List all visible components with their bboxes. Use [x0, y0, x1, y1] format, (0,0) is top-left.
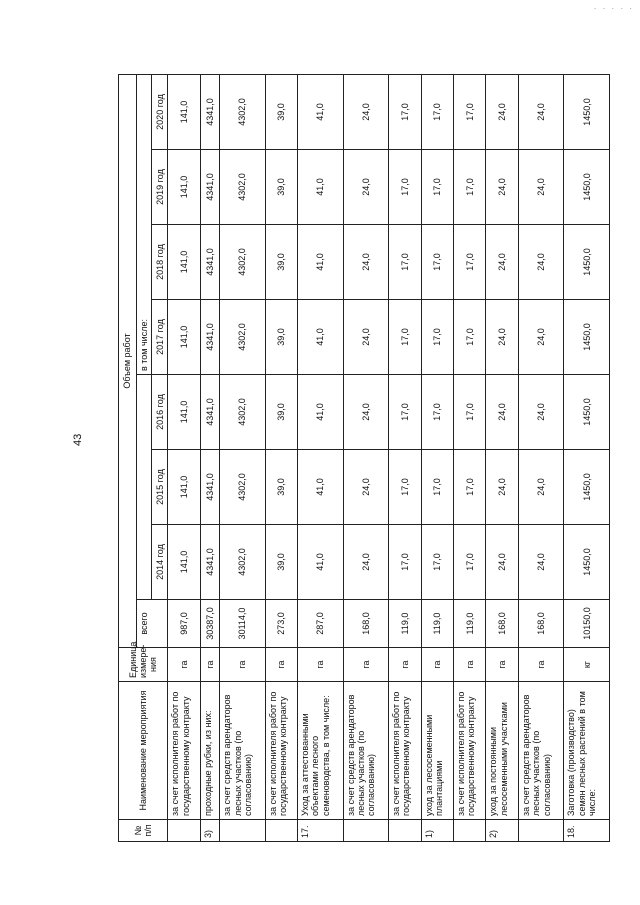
row-year-value: 24,0 [343, 450, 389, 525]
row-total: 168,0 [486, 600, 518, 648]
row-year-value: 17,0 [454, 450, 486, 525]
row-number [454, 820, 486, 842]
row-year-value: 17,0 [389, 450, 421, 525]
row-unit: га [168, 648, 200, 682]
work-volume-table [118, 74, 610, 842]
row-name: за счет средств арендаторов лесных участков (по согласованию) [518, 682, 564, 820]
row-total: 168,0 [343, 600, 389, 648]
header-year: 2018 год [152, 225, 168, 300]
row-number: 2) [486, 820, 518, 842]
row-year-value: 17,0 [421, 300, 453, 375]
row-year-value: 41,0 [298, 450, 344, 525]
row-name: проходные рубки, из них: [200, 682, 219, 820]
row-year-value: 24,0 [486, 300, 518, 375]
row-name: за счет исполнителя работ по государственному контракту [454, 682, 486, 820]
header-name: Наименование мероприятия [119, 682, 168, 820]
header-including: в том числе: [137, 74, 152, 374]
row-year-value: 17,0 [454, 525, 486, 600]
row-year-value: 17,0 [421, 225, 453, 300]
row-year-value: 24,0 [343, 74, 389, 149]
row-number: 18. [564, 820, 610, 842]
row-year-value: 1450,0 [564, 525, 610, 600]
row-year-value: 141,0 [168, 150, 200, 225]
header-total: всего [137, 600, 168, 648]
row-unit: га [421, 648, 453, 682]
row-year-value: 4302,0 [220, 450, 266, 525]
row-year-value: 39,0 [265, 225, 297, 300]
row-year-value: 1450,0 [564, 375, 610, 450]
row-year-value: 24,0 [518, 450, 564, 525]
row-number [168, 820, 200, 842]
header-year: 2014 год [152, 525, 168, 600]
row-year-value: 24,0 [343, 225, 389, 300]
row-total: 30114,0 [220, 600, 266, 648]
row-number: 17. [298, 820, 344, 842]
row-year-value: 1450,0 [564, 74, 610, 149]
row-number: 3) [200, 820, 219, 842]
row-unit: га [343, 648, 389, 682]
row-name: Заготовка (производство) семян лесных растений в том числе: [564, 682, 610, 820]
row-year-value: 17,0 [389, 300, 421, 375]
row-year-value: 24,0 [343, 525, 389, 600]
row-number [265, 820, 297, 842]
table-row [298, 74, 344, 841]
row-year-value: 4302,0 [220, 375, 266, 450]
row-year-value: 17,0 [421, 525, 453, 600]
table-row [200, 74, 219, 841]
row-year-value: 24,0 [518, 225, 564, 300]
row-number [343, 820, 389, 842]
table-row [265, 74, 297, 841]
table-row [389, 74, 421, 841]
row-year-value: 17,0 [421, 74, 453, 149]
row-year-value: 24,0 [518, 74, 564, 149]
row-year-value: 4341,0 [200, 450, 219, 525]
row-year-value: 1450,0 [564, 225, 610, 300]
row-year-value: 24,0 [486, 74, 518, 149]
row-year-value: 17,0 [389, 525, 421, 600]
row-name: за счет средств арендаторов лесных участков (по согласованию) [343, 682, 389, 820]
row-year-value: 24,0 [343, 150, 389, 225]
row-unit: кг [564, 648, 610, 682]
row-number [220, 820, 266, 842]
row-number [389, 820, 421, 842]
header-year: 2020 год [152, 74, 168, 149]
row-year-value: 141,0 [168, 375, 200, 450]
header-volume: Объем работ [119, 74, 137, 647]
row-year-value: 24,0 [518, 375, 564, 450]
row-name: за счет исполнителя работ по государственному контракту [265, 682, 297, 820]
row-year-value: 4341,0 [200, 375, 219, 450]
row-total: 987,0 [168, 600, 200, 648]
row-total: 119,0 [421, 600, 453, 648]
row-unit: га [298, 648, 344, 682]
row-unit: га [220, 648, 266, 682]
row-year-value: 141,0 [168, 225, 200, 300]
row-year-value: 17,0 [454, 74, 486, 149]
row-number [518, 820, 564, 842]
row-year-value: 141,0 [168, 74, 200, 149]
row-total: 10150,0 [564, 600, 610, 648]
row-year-value: 39,0 [265, 300, 297, 375]
row-name: за счет исполнителя работ по государственному контракту [389, 682, 421, 820]
row-year-value: 39,0 [265, 525, 297, 600]
header-year: 2019 год [152, 150, 168, 225]
table-row [343, 74, 389, 841]
row-year-value: 141,0 [168, 300, 200, 375]
rotated-table-wrapper [118, 74, 610, 842]
row-year-value: 39,0 [265, 450, 297, 525]
row-year-value: 4302,0 [220, 74, 266, 149]
row-year-value: 17,0 [421, 450, 453, 525]
row-year-value: 24,0 [518, 150, 564, 225]
row-year-value: 24,0 [486, 450, 518, 525]
row-unit: га [486, 648, 518, 682]
row-year-value: 24,0 [486, 525, 518, 600]
row-year-value: 41,0 [298, 150, 344, 225]
row-total: 273,0 [265, 600, 297, 648]
row-name: за счет исполнителя работ по государственному контракту [168, 682, 200, 820]
row-year-value: 4302,0 [220, 150, 266, 225]
row-year-value: 4341,0 [200, 150, 219, 225]
row-year-value: 17,0 [454, 150, 486, 225]
row-year-value: 24,0 [518, 525, 564, 600]
row-year-value: 141,0 [168, 450, 200, 525]
row-total: 119,0 [454, 600, 486, 648]
row-year-value: 39,0 [265, 375, 297, 450]
row-unit: га [265, 648, 297, 682]
table-row [564, 74, 610, 841]
row-total: 119,0 [389, 600, 421, 648]
row-year-value: 4302,0 [220, 300, 266, 375]
row-year-value: 41,0 [298, 300, 344, 375]
row-year-value: 24,0 [486, 225, 518, 300]
row-year-value: 17,0 [454, 225, 486, 300]
header-no: № п/п [119, 820, 168, 842]
row-number: 1) [421, 820, 453, 842]
table-row [486, 74, 518, 841]
row-year-value: 17,0 [454, 375, 486, 450]
page-number: 43 [72, 433, 84, 446]
corner-mark: · · · · · [593, 4, 634, 13]
row-total: 168,0 [518, 600, 564, 648]
header-unit: Единица измере-ния [119, 648, 168, 682]
row-year-value: 17,0 [421, 150, 453, 225]
row-year-value: 141,0 [168, 525, 200, 600]
row-year-value: 17,0 [389, 74, 421, 149]
row-year-value: 41,0 [298, 225, 344, 300]
row-name: уход за лесосеменными плантациями [421, 682, 453, 820]
header-year: 2017 год [152, 300, 168, 375]
row-year-value: 4341,0 [200, 525, 219, 600]
row-year-value: 4302,0 [220, 525, 266, 600]
header-year: 2016 год [152, 375, 168, 450]
row-year-value: 41,0 [298, 525, 344, 600]
row-name: уход за постоянными лесосеменными участками [486, 682, 518, 820]
row-unit: га [454, 648, 486, 682]
row-year-value: 39,0 [265, 150, 297, 225]
row-year-value: 24,0 [518, 300, 564, 375]
row-year-value: 17,0 [421, 375, 453, 450]
row-year-value: 17,0 [389, 150, 421, 225]
table-row [168, 74, 200, 841]
row-year-value: 1450,0 [564, 150, 610, 225]
table-body [168, 74, 610, 841]
row-year-value: 24,0 [343, 375, 389, 450]
row-name: Уход за аттестованными объектами лесного семеноводства, в том числе: [298, 682, 344, 820]
row-unit: га [518, 648, 564, 682]
row-year-value: 17,0 [389, 375, 421, 450]
row-unit: га [389, 648, 421, 682]
row-year-value: 1450,0 [564, 300, 610, 375]
row-year-value: 4341,0 [200, 300, 219, 375]
row-year-value: 24,0 [486, 375, 518, 450]
row-year-value: 17,0 [454, 300, 486, 375]
header-year: 2015 год [152, 450, 168, 525]
row-total: 30387,0 [200, 600, 219, 648]
row-total: 287,0 [298, 600, 344, 648]
row-unit: га [200, 648, 219, 682]
row-year-value: 17,0 [389, 225, 421, 300]
table-row [421, 74, 453, 841]
row-year-value: 4302,0 [220, 225, 266, 300]
row-year-value: 39,0 [265, 74, 297, 149]
row-year-value: 1450,0 [564, 450, 610, 525]
row-year-value: 24,0 [486, 150, 518, 225]
row-year-value: 4341,0 [200, 225, 219, 300]
table-row [518, 74, 564, 841]
row-year-value: 24,0 [343, 300, 389, 375]
row-year-value: 41,0 [298, 375, 344, 450]
table-row [454, 74, 486, 841]
table-row [220, 74, 266, 841]
row-name: за счет средств арендаторов лесных участков (по согласованию) [220, 682, 266, 820]
row-year-value: 41,0 [298, 74, 344, 149]
row-year-value: 4341,0 [200, 74, 219, 149]
